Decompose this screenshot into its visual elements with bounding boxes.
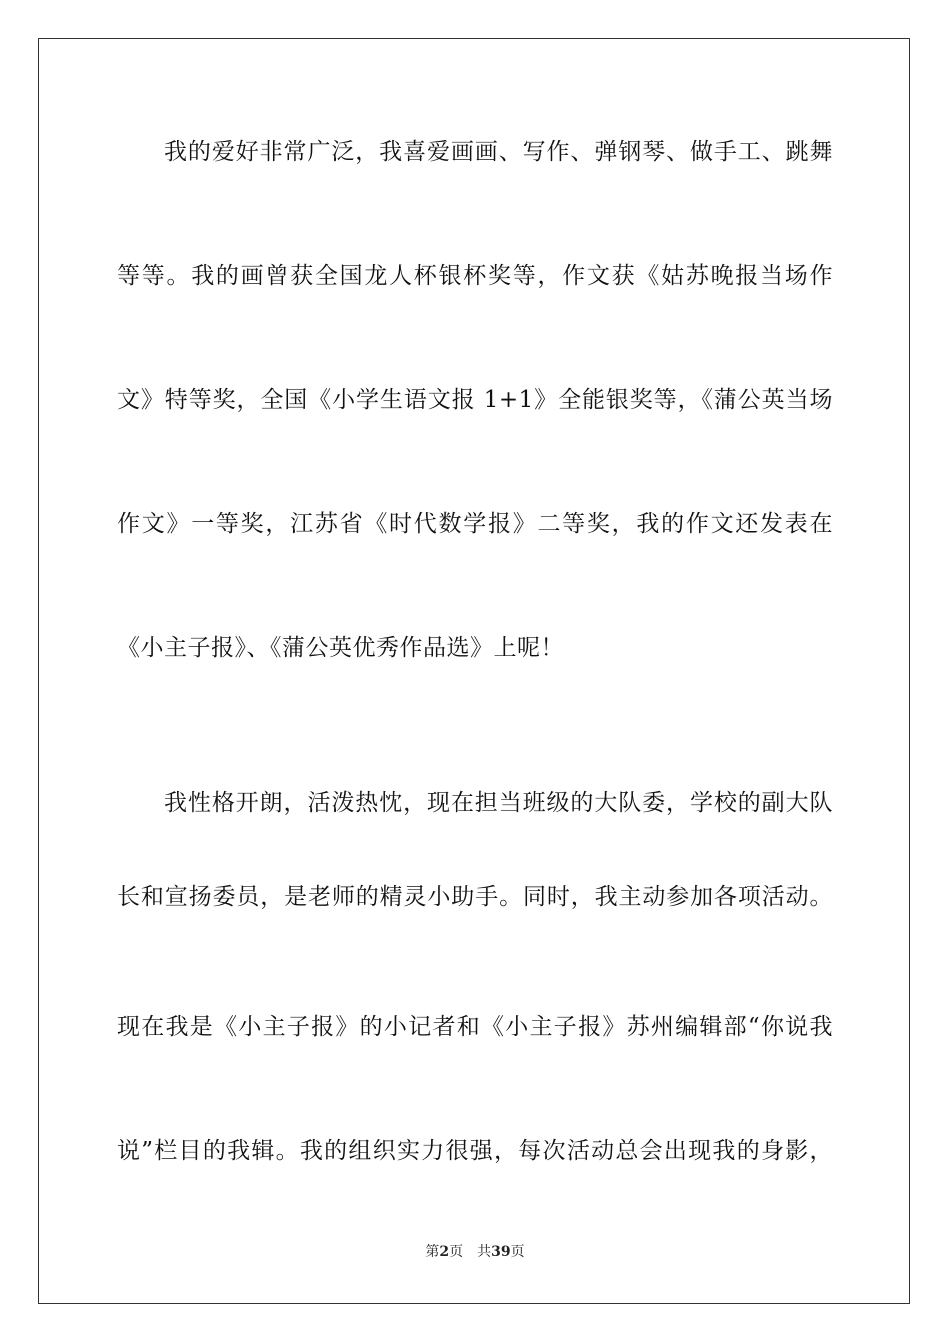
paragraph-1-line-4: 作文》一等奖，江苏省《时代数学报》二等奖，我的作文还发表在 bbox=[117, 511, 833, 537]
footer-page-suffix: 页 bbox=[449, 1244, 464, 1260]
paragraph-1-line-2: 等等。我的画曾获全国龙人杯银杯奖等，作文获《姑苏晚报当场作 bbox=[117, 263, 833, 289]
page-footer bbox=[0, 1243, 950, 1261]
footer-total-suffix: 页 bbox=[510, 1244, 525, 1260]
footer-total-prefix: 共 bbox=[477, 1244, 492, 1260]
paragraph-1-line-5: 《小主子报》、《蒲公英优秀作品选》上呢！ bbox=[117, 635, 564, 661]
footer-page-number: 2 bbox=[439, 1244, 450, 1260]
paragraph-2-line-3: 现在我是《小主子报》的小记者和《小主子报》苏州编辑部“你说我 bbox=[117, 1014, 833, 1040]
paragraph-2-line-1: 我性格开朗，活泼热忱，现在担当班级的大队委，学校的副大队 bbox=[164, 790, 833, 816]
page-border bbox=[38, 38, 910, 1304]
paragraph-2-line-4: 说”栏目的我辑。我的组织实力很强，每次活动总会出现我的身影， bbox=[117, 1138, 833, 1164]
footer-total-pages: 39 bbox=[491, 1244, 511, 1260]
paragraph-1-line-3: 文》特等奖，全国《小学生语文报 1+1》全能银奖等，《蒲公英当场 bbox=[117, 387, 833, 413]
footer-page-prefix: 第 bbox=[425, 1244, 440, 1260]
paragraph-2-line-2: 长和宣扬委员，是老师的精灵小助手。同时，我主动参加各项活动。 bbox=[117, 884, 833, 910]
paragraph-1-line-1: 我的爱好非常广泛，我喜爱画画、写作、弹钢琴、做手工、跳舞 bbox=[164, 139, 833, 165]
